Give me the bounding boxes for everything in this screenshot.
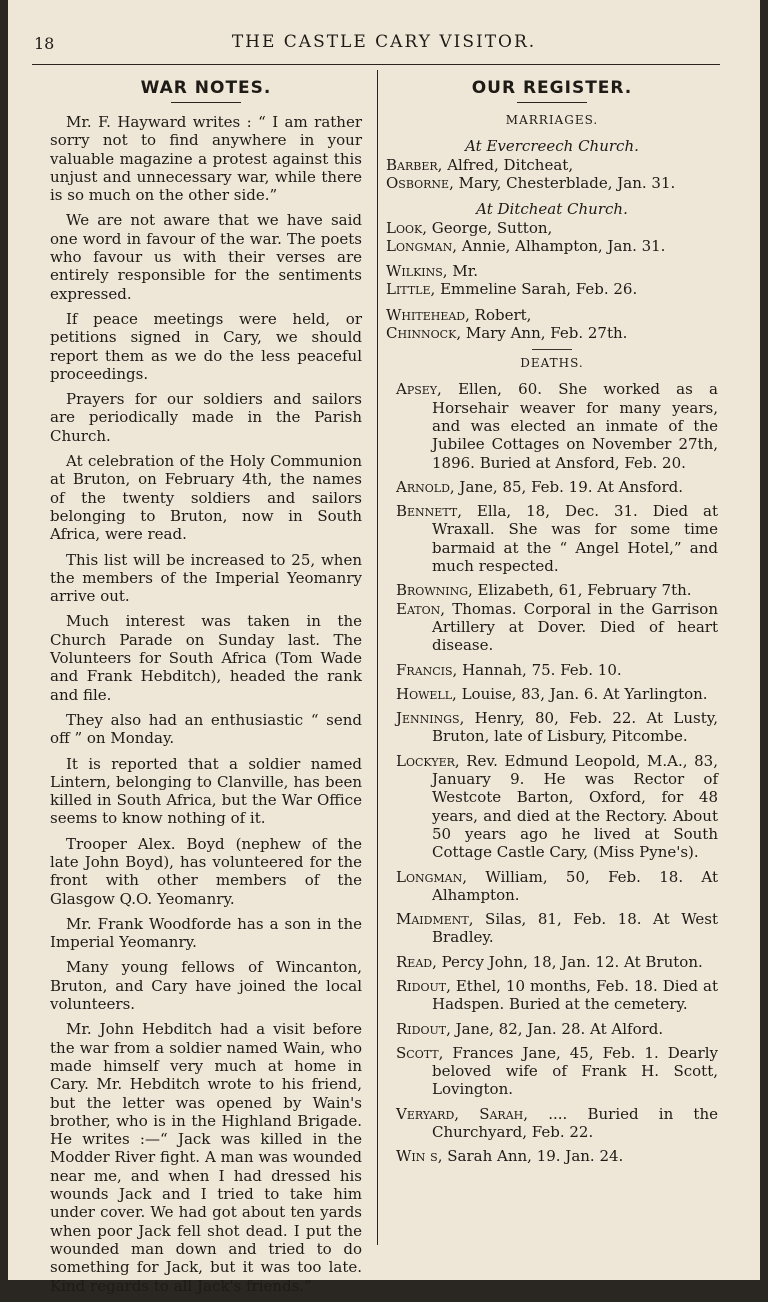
marriages-title: MARRIAGES. xyxy=(505,113,599,127)
war-note-paragraph: This list will be increased to 25, when the members of the Imperial Yeomanry arrive out. xyxy=(50,550,362,606)
war-note-paragraph: Mr. F. Hayward writes : “ I am rather sorry not to find anywhere in your valuable magazine a protest against this unjust and unnecessary war, while there is so much on the other side.” xyxy=(50,113,362,205)
surname: Apsey, xyxy=(396,380,442,399)
war-notes-heading: WAR NOTES. xyxy=(140,78,272,98)
header-rule xyxy=(32,64,720,65)
war-note-paragraph: They also had an enthusiastic “ send off ” on Monday. xyxy=(50,710,362,748)
church-evercreech: At Evercreech Church. xyxy=(465,137,639,155)
death-entry xyxy=(396,910,718,947)
death-entry xyxy=(396,600,718,655)
death-entry xyxy=(396,1020,718,1038)
heading-rule xyxy=(171,102,241,103)
death-entry xyxy=(396,709,718,746)
details: Louise, 83, Jan. 6. At Yarlington. xyxy=(456,684,708,703)
details: Henry, 80, Feb. 22. At Lusty, Bruton, late of Lisbury, Pitcombe. xyxy=(432,709,718,746)
surname: Bennett, xyxy=(396,502,462,521)
surname: Arnold, xyxy=(396,477,455,496)
details: Frances Jane, 45, Feb. 1. Dearly beloved wife of Frank H. Scott, Lovington. xyxy=(432,1043,718,1099)
page-header xyxy=(8,30,760,60)
details: .... Buried in the Churchyard, Feb. 22. xyxy=(432,1104,718,1142)
details: Ella, 18, Dec. 31. Died at Wraxall. She was for some time barmaid at the “ Angel Hotel,” and much respected. xyxy=(432,502,718,576)
surname: Read, xyxy=(396,952,437,971)
register-heading: OUR REGISTER. xyxy=(471,78,633,98)
war-note-paragraph: At celebration of the Holy Communion at Bruton, on February 4th, the names of the twenty soldiers and sailors belonging to Bruton, now in South Africa, were read. xyxy=(50,452,362,544)
war-note-paragraph: Mr. John Hebditch had a visit before the war from a soldier named Wain, who made himself very much at home in Cary. Mr. Hebditch wrote to his friend, but the letter was opened by Wain's brother, who is in the Highland Brigade. He writes :—“ Jack was killed in the Modder River fight. A man was wounded near me, and when I had dressed his wounds Jack and I tried to take him under cover. We had got about ten yards when poor Jack fell shot dead. I put the wounded man down and tried to do something for Jack, but it was too late. Kind regards to all Jack's friends.” xyxy=(50,1020,362,1295)
marriage-line xyxy=(386,262,718,280)
war-note-paragraph: Prayers for our soldiers and sailors are periodically made in the Parish Church. xyxy=(50,390,362,445)
surname: Scott, xyxy=(396,1043,444,1062)
death-entry xyxy=(396,685,718,703)
details: Annie, Alhampton, Jan. 31. xyxy=(457,236,666,255)
surname: Francis, xyxy=(396,660,458,679)
marriage-line xyxy=(386,219,718,237)
marriage-line xyxy=(386,324,718,342)
war-note-paragraph: Trooper Alex. Boyd (nephew of the late John Boyd), has volunteered for the front with other members of the Glasgow Q.O. Yeomanry. xyxy=(50,834,362,908)
marriage-entry xyxy=(386,156,718,193)
war-note-paragraph: Much interest was taken in the Church Parade on Sunday last. The Volunteers for South Africa (Tom Wade and Frank Hebditch), headed the rank and file. xyxy=(50,612,362,704)
deaths-title: DEATHS. xyxy=(520,356,584,371)
heading-rule xyxy=(517,102,587,103)
details: Rev. Edmund Leopold, M.A., 83, January 9. He was Rector of Westcote Barton, Oxford, for 48 years, and died at the Rectory. About 50 years ago he lived at South Cottage Castle Cary, (Miss Pyne's). xyxy=(432,751,718,862)
surname: Wilkins, xyxy=(386,262,448,281)
war-note-paragraph: Mr. Frank Woodforde has a son in the Imperial Yeomanry. xyxy=(50,914,362,952)
death-entry xyxy=(396,661,718,679)
details: Thomas. Corporal in the Garrison Artillery at Dover. Died of heart disease. xyxy=(432,599,718,655)
death-entry xyxy=(396,380,718,471)
surname: Veryard, Sarah, xyxy=(396,1104,529,1123)
war-notes-column xyxy=(50,72,362,1302)
surname: Maidment, xyxy=(396,910,474,929)
details: Ellen, 60. She worked as a Horsehair weaver for many years, and was elected an inmate of the Jubilee Cottages on November 27th, 1896. Buried at Ansford, Feb. 20. xyxy=(432,380,718,472)
details: Elizabeth, 61, February 7th. xyxy=(472,581,692,600)
surname: Longman, xyxy=(396,867,467,886)
marriage-line xyxy=(386,306,718,324)
death-entry xyxy=(396,502,718,575)
column-divider xyxy=(377,70,378,1245)
marriage-entry xyxy=(386,262,718,299)
details: Mr. xyxy=(447,262,478,281)
marriage-line xyxy=(386,237,718,255)
death-entry xyxy=(396,1147,718,1165)
war-note-paragraph: It is reported that a soldier named Lintern, belonging to Clanville, has been killed in South Africa, but the War Office seems to know nothing of it. xyxy=(50,754,362,828)
death-entry xyxy=(396,977,718,1014)
details: Robert, xyxy=(469,305,532,324)
war-note-paragraph: Many young fellows of Wincanton, Bruton, and Cary have joined the local volunteers. xyxy=(50,958,362,1014)
details: Sarah Ann, 19. Jan. 24. xyxy=(442,1147,624,1166)
marriage-line xyxy=(386,156,718,174)
surname: Look, xyxy=(386,218,427,237)
war-note-paragraph: If peace meetings were held, or petitions signed in Cary, we should report them as we do the less peaceful proceedings. xyxy=(50,309,362,383)
marriage-line xyxy=(386,280,718,298)
details: Alfred, Ditcheat, xyxy=(442,156,574,174)
details: Jane, 82, Jan. 28. At Alford. xyxy=(450,1019,664,1038)
marriage-entry xyxy=(386,306,718,343)
surname: Howell, xyxy=(396,684,457,703)
details: Ethel, 10 months, Feb. 18. Died at Hadspen. Buried at the cemetery. xyxy=(432,976,718,1014)
details: William, 50, Feb. 18. At Alhampton. xyxy=(432,867,718,904)
surname: Lockyer, xyxy=(396,751,460,770)
surname: Longman, xyxy=(386,236,457,255)
surname: Jennings, xyxy=(396,709,465,728)
details: Jane, 85, Feb. 19. At Ansford. xyxy=(454,477,683,496)
surname: Eaton, xyxy=(396,599,446,618)
register-column xyxy=(386,72,718,1172)
death-entry xyxy=(396,953,718,971)
details: Mary, Chesterblade, Jan. 31. xyxy=(453,174,676,193)
section-separator xyxy=(532,349,572,350)
surname: Whitehead, xyxy=(386,305,470,324)
death-entry xyxy=(396,581,718,599)
details: Emmeline Sarah, Feb. 26. xyxy=(435,280,638,299)
magazine-page xyxy=(8,0,760,1295)
details: Silas, 81, Feb. 18. At West Bradley. xyxy=(432,910,718,947)
marriage-line xyxy=(386,174,718,192)
details: Mary Ann, Feb. 27th. xyxy=(461,324,628,343)
details: Percy John, 18, Jan. 12. At Bruton. xyxy=(436,952,703,971)
church-ditcheat: At Ditcheat Church. xyxy=(476,199,628,218)
surname: Little, xyxy=(386,280,436,299)
surname: Barber, xyxy=(386,156,443,174)
surname: Browning, xyxy=(396,581,473,600)
surname: Win s, xyxy=(396,1147,443,1166)
surname: Chinnock, xyxy=(386,324,462,343)
surname: Osborne, xyxy=(386,174,454,193)
details: Hannah, 75. Feb. 10. xyxy=(457,660,622,679)
surname: Ridout, xyxy=(396,976,451,995)
death-entry xyxy=(396,868,718,905)
death-entry xyxy=(396,478,718,496)
death-entry xyxy=(396,1044,718,1099)
war-note-paragraph: We are not aware that we have said one word in favour of the war. The poets who favour us with their verses are entirely responsible for the sentiments expressed. xyxy=(50,211,362,303)
details: George, Sutton, xyxy=(426,218,553,237)
page-number: 18 xyxy=(34,34,55,53)
death-entry xyxy=(396,1105,718,1142)
surname: Ridout, xyxy=(396,1019,451,1038)
marriage-entry xyxy=(386,219,718,256)
running-title: THE CASTLE CARY VISITOR. xyxy=(231,32,537,52)
death-entry xyxy=(396,752,718,862)
